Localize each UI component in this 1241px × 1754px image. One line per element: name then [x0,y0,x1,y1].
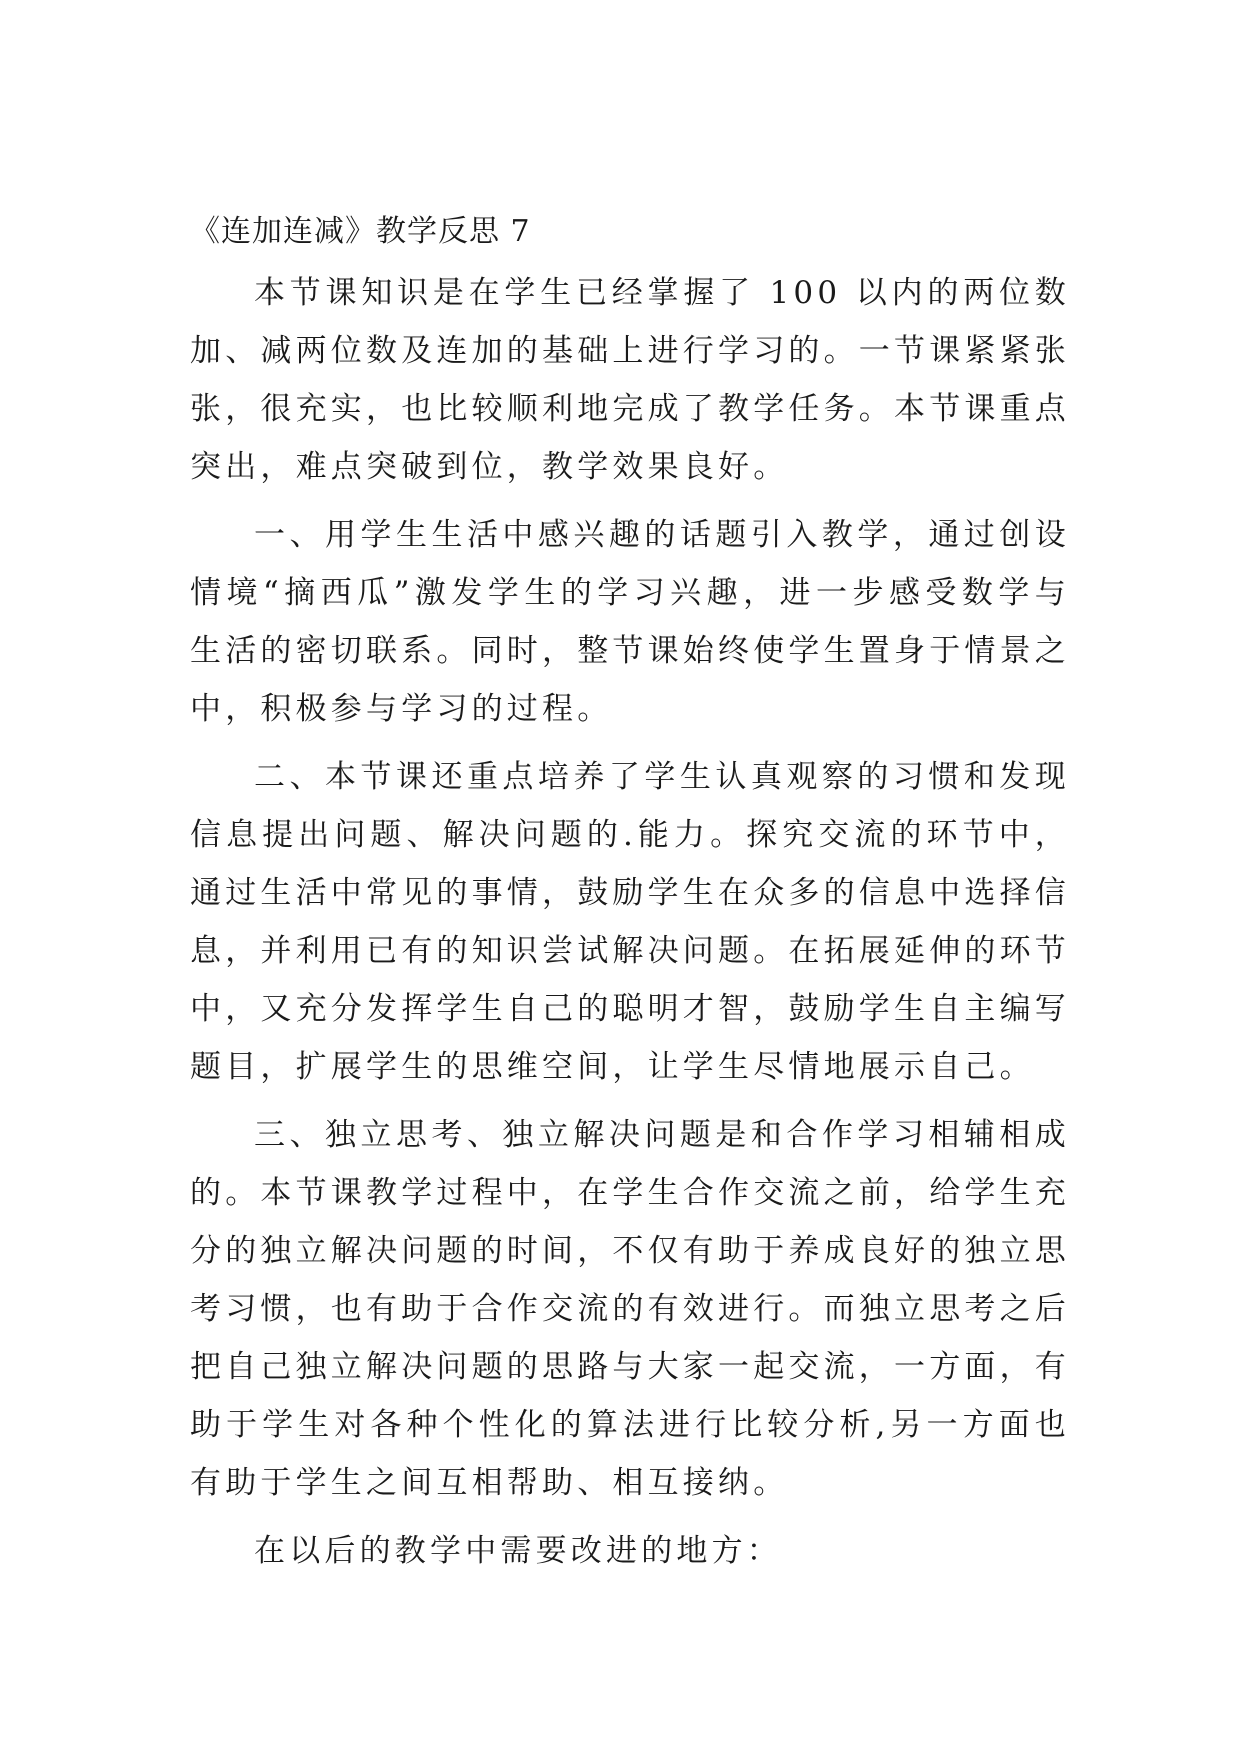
paragraph-intro: 本节课知识是在学生已经掌握了 100 以内的两位数加、减两位数及连加的基础上进行学习的。一节课紧紧张张，很充实，也比较顺利地完成了教学任务。本节课重点突出，难点突破到位，教学效果良好。 [190,275,1070,485]
document-title: 《连加连减》教学反思 7 [190,214,531,249]
paragraph-improvements: 在以后的教学中需要改进的地方： [254,1533,782,1569]
paragraph-point-3: 三、独立思考、独立解决问题是和合作学习相辅相成的。本节课教学过程中，在学生合作交流之前，给学生充分的独立解决问题的时间，不仅有助于养成良好的独立思考习惯，也有助于合作交流的有效进行。而独立思考之后把自己独立解决问题的思路与大家一起交流，一方面，有助于学生对各种个性化的算法进行比较分析,另一方面也有助于学生之间互相帮助、相互接纳。 [190,1117,1070,1501]
paragraph-point-2: 二、本节课还重点培养了学生认真观察的习惯和发现信息提出问题、解决问题的.能力。探究交流的环节中，通过生活中常见的事情，鼓励学生在众多的信息中选择信息，并利用已有的知识尝试解决问题。在拓展延伸的环节中，又充分发挥学生自己的聪明才智，鼓励学生自主编写题目，扩展学生的思维空间，让学生尽情地展示自己。 [190,759,1070,1085]
document-body [190,212,1070,1580]
paragraph-point-1: 一、用学生生活中感兴趣的话题引入教学，通过创设情境“摘西瓜”激发学生的学习兴趣，进一步感受数学与生活的密切联系。同时，整节课始终使学生置身于情景之中，积极参与学习的过程。 [190,517,1070,727]
